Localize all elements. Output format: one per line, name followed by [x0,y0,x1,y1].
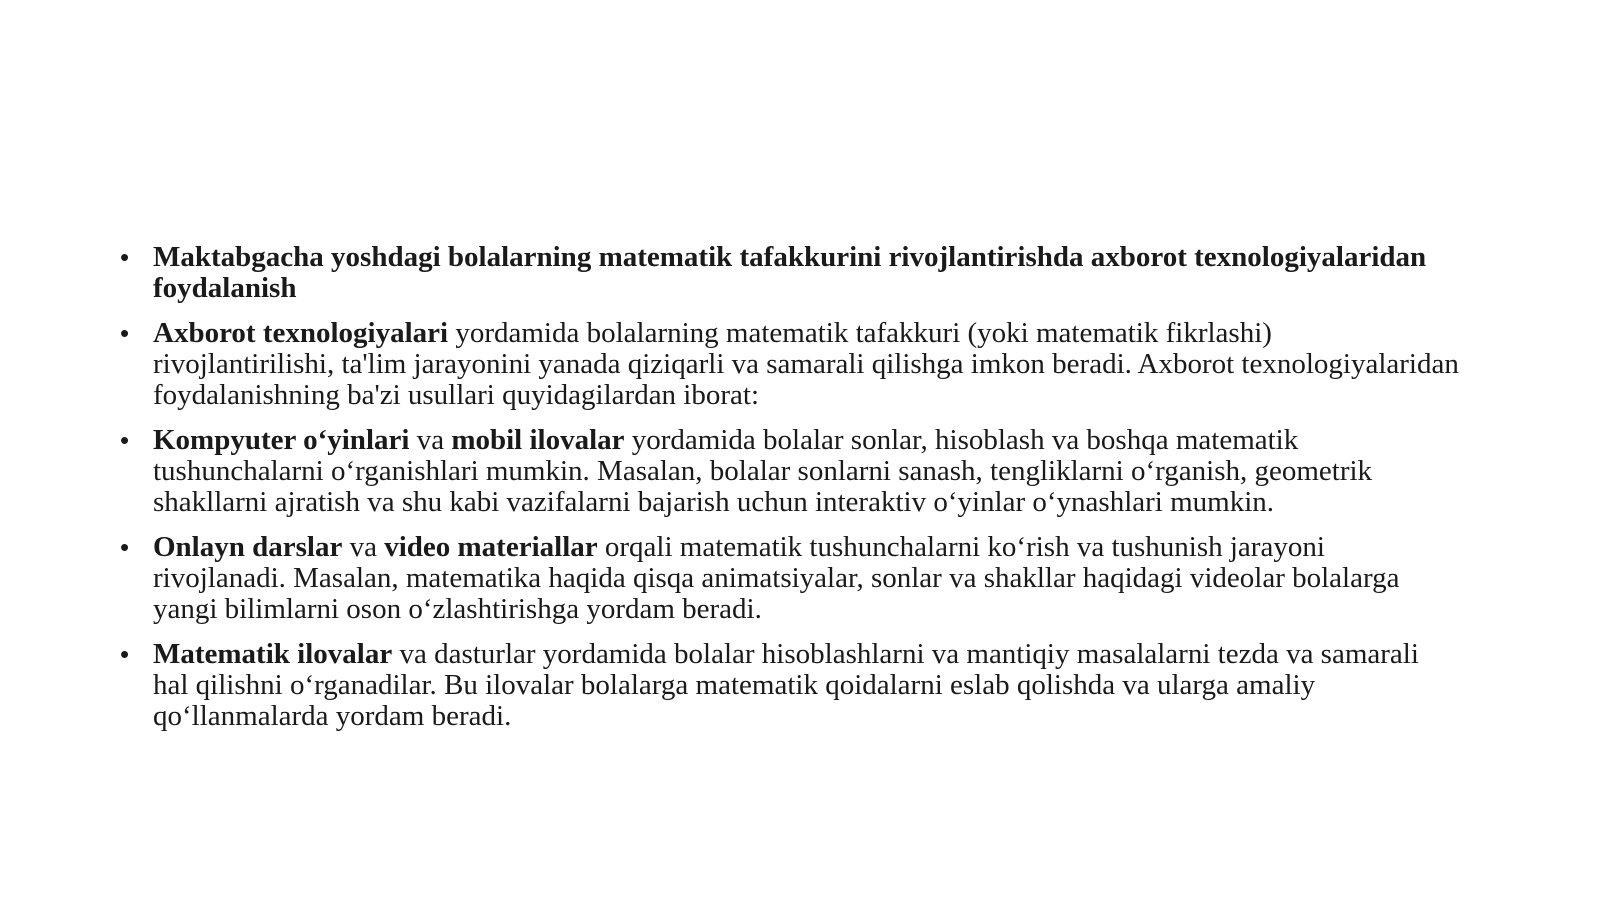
item-bold-term: Kompyuter o‘yinlari [153,424,410,456]
list-item-axborot [120,318,1460,411]
list-item-title [120,242,1460,304]
item-text: va [342,531,385,563]
item-text: yordamida bolalarning matematik tafakkuri (yoki matematik fikrlashi) rivojlantirilishi, ta'lim jarayonini yanada qiziqarli va samarali qilishga imkon beradi. Axborot texnologiyalaridan foydalanishning ba'zi usullari quyidagilardan iborat: [153,317,1459,411]
list-item-kompyuter [120,425,1460,518]
list-item-matematik [120,639,1460,732]
item-text: yordamida bolalar sonlar, hisoblash va boshqa matematik tushunchalarni o‘rganishlari mumkin. Masalan, bolalar sonlarni sanash, tengliklarni o‘rganish, geometrik shakllarni ajratish va shu kabi vazifalarni bajarish uchun interaktiv o‘yinlar o‘ynashlari mumkin. [153,424,1373,518]
bullet-list [120,242,1460,746]
bullet-icon: • [120,425,130,455]
item-bold-term: video materiallar [384,531,598,563]
item-text: orqali matematik tushunchalarni ko‘rish va tushunish jarayoni rivojlanadi. Masalan, matematika haqida qisqa animatsiyalar, sonlar va shakllar haqidagi videolar bolalarga yangi bilimlarni oson o‘zlashtirishga yordam beradi. [153,531,1400,625]
item-title-bold-text: Maktabgacha yoshdagi bolalarning matematik tafakkurini rivojlantirishda axborot texnologiyalaridan foydalanish [153,241,1427,304]
list-item-onlayn [120,532,1460,625]
bullet-icon: • [120,532,130,562]
item-bold-term: Axborot texnologiyalari [153,317,449,349]
item-bold-term: Onlayn darslar [153,531,343,563]
item-bold-term: mobil ilovalar [451,424,625,456]
item-text: va [409,424,452,456]
item-bold-term: Matematik ilovalar [153,638,393,670]
bullet-icon: • [120,318,130,348]
bullet-icon: • [120,242,130,272]
item-text: va dasturlar yordamida bolalar hisoblashlarni va mantiqiy masalalarni tezda va samarali hal qilishni o‘rganadilar. Bu ilovalar bolalarga matematik qoidalarni eslab qolishda va ularga amaliy qo‘llanmalarda yordam beradi. [153,638,1419,732]
bullet-icon: • [120,639,130,669]
